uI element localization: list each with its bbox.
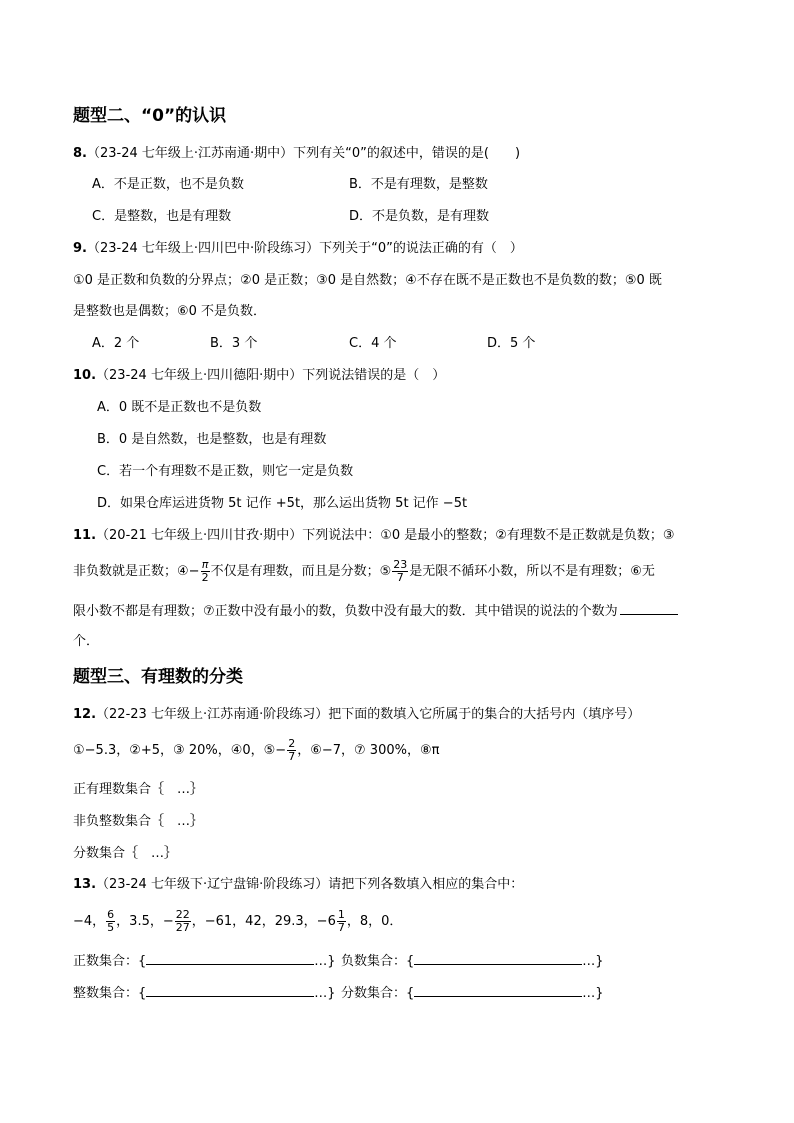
question-10-stem <box>73 367 445 385</box>
fraction-1-over-7 <box>337 909 346 934</box>
fraction-23-over-7 <box>392 559 408 584</box>
question-source: （23-24 七年级上·四川德阳·期中） <box>96 368 303 383</box>
question-11-stem <box>73 527 675 545</box>
set-close: …} <box>314 954 336 969</box>
text-segment: 不仅是有理数，而且是分数；⑤ <box>210 564 392 579</box>
set-label: 负数集合：{ <box>341 954 415 969</box>
question-text: 请把下列各数填入相应的集合中： <box>328 877 524 892</box>
option-d: D．不是负数，是有理数 <box>349 209 490 224</box>
answer-blank[interactable] <box>146 983 314 997</box>
fraction-denominator: 5 <box>107 921 115 934</box>
set-positive-rationals: 正有理数集合｛ …｝ <box>73 782 204 797</box>
option-a: A．不是正数，也不是负数 <box>92 177 244 192</box>
fraction-numerator: 2 <box>288 737 296 750</box>
fraction-numerator: 22 <box>175 908 190 921</box>
text-segment: 限小数不都是有理数；⑦正数中没有最小的数，负数中没有最大的数．其中错误的说法的个数为 <box>73 604 618 619</box>
set-positive-numbers <box>73 951 336 971</box>
question-text: 下列有关“0”的叙述中，错误的是( ) <box>293 146 521 161</box>
option-b: B．3 个 <box>210 336 258 351</box>
fraction-denominator: 27 <box>175 921 190 934</box>
question-number: 13. <box>73 877 97 892</box>
question-12-stem <box>73 706 640 724</box>
option-c: C．是整数，也是有理数 <box>92 209 232 224</box>
question-13-stem <box>73 876 523 894</box>
fraction-numerator: 6 <box>107 908 115 921</box>
option-b: B．不是有理数，是整数 <box>349 177 488 192</box>
text-segment: 非负数就是正数；④− <box>73 564 200 579</box>
question-9-statements-line2: 是整数也是偶数；⑥0 不是负数． <box>73 304 267 319</box>
text-segment: ，3.5，− <box>116 914 174 929</box>
fraction-2-over-7 <box>287 738 296 763</box>
text-segment: ，−61，42，29.3，−6 <box>191 914 336 929</box>
question-source: （23-24 七年级上·四川巴中·阶段练习） <box>86 241 320 256</box>
text-segment: ，8，0． <box>346 914 403 929</box>
question-source: （23-24 七年级下·辽宁盘锦·阶段练习） <box>96 877 329 892</box>
set-fractions: 分数集合｛ …｝ <box>73 846 178 861</box>
question-text: 下列说法中：①0 是最小的整数；②有理数不是正数就是负数；③ <box>302 528 675 543</box>
question-source: （22-23 七年级上·江苏南通·阶段练习） <box>96 707 329 722</box>
fraction-22-over-27 <box>175 909 191 934</box>
fraction-pi-over-2 <box>201 559 210 584</box>
fraction-6-over-5 <box>106 909 115 934</box>
answer-blank[interactable] <box>146 951 314 965</box>
set-label: 整数集合：{ <box>73 986 147 1001</box>
set-negative-numbers <box>341 951 604 971</box>
section-heading-2: 题型二、“0”的认识 <box>73 106 227 126</box>
question-9-stem <box>73 240 523 258</box>
question-number: 8. <box>73 146 87 161</box>
section-heading-3: 题型三、有理数的分类 <box>73 667 243 687</box>
text-segment: ①−5.3，②+5，③ 20%，④0，⑤− <box>73 743 287 758</box>
text-segment: 是无限不循环小数，所以不是有理数；⑥无 <box>409 564 655 579</box>
question-source: （20-21 七年级上·四川甘孜·期中） <box>96 528 303 543</box>
option-b: B．0 是自然数，也是整数，也是有理数 <box>97 432 327 447</box>
fraction-denominator: 7 <box>337 921 345 934</box>
question-number: 10. <box>73 368 97 383</box>
answer-blank[interactable] <box>414 951 582 965</box>
set-close: …} <box>582 986 604 1001</box>
question-9-statements-line1: ①0 是正数和负数的分界点；②0 是正数；③0 是自然数；④不存在既不是正数也不是负数的数；⑤0 既 <box>73 273 662 288</box>
set-close: …} <box>582 954 604 969</box>
set-fractions-13 <box>341 983 604 1003</box>
set-integers <box>73 983 336 1003</box>
question-text: 下列说法错误的是（ ） <box>302 368 446 383</box>
question-number: 9. <box>73 241 87 256</box>
set-close: …} <box>314 986 336 1001</box>
text-segment: ，⑥−7，⑦ 300%，⑧π <box>297 743 440 758</box>
answer-blank[interactable] <box>620 601 678 615</box>
fraction-numerator: π <box>201 558 209 571</box>
option-d: D．如果仓库运进货物 5t 记作 +5t，那么运出货物 5t 记作 −5t <box>97 496 468 511</box>
question-11-line3 <box>73 601 678 621</box>
question-12-items <box>73 735 439 767</box>
question-11-line2 <box>73 556 655 588</box>
question-number: 11. <box>73 528 97 543</box>
option-a: A．2 个 <box>92 336 140 351</box>
option-a: A．0 既不是正数也不是负数 <box>97 400 262 415</box>
answer-blank[interactable] <box>414 983 582 997</box>
question-8-stem <box>73 145 520 163</box>
question-number: 12. <box>73 707 97 722</box>
fraction-denominator: 7 <box>396 571 404 584</box>
set-label: 正数集合：{ <box>73 954 147 969</box>
question-text: 下列关于“0”的说法正确的有（ ） <box>319 241 523 256</box>
fraction-numerator: 23 <box>393 558 408 571</box>
text-segment: −4， <box>73 914 106 929</box>
question-text: 把下面的数填入它所属于的集合的大括号内（填序号） <box>328 707 641 722</box>
question-source: （23-24 七年级上·江苏南通·期中） <box>86 146 294 161</box>
question-13-numbers <box>73 905 402 939</box>
set-nonnegative-integers: 非负整数集合｛ …｝ <box>73 814 204 829</box>
option-c: C．若一个有理数不是正数，则它一定是负数 <box>97 464 354 479</box>
option-d: D．5 个 <box>487 336 536 351</box>
set-label: 分数集合：{ <box>341 986 415 1001</box>
option-c: C．4 个 <box>349 336 397 351</box>
fraction-denominator: 7 <box>288 750 296 763</box>
question-11-line4: 个． <box>73 634 100 649</box>
fraction-denominator: 2 <box>201 571 209 584</box>
fraction-numerator: 1 <box>337 908 345 921</box>
